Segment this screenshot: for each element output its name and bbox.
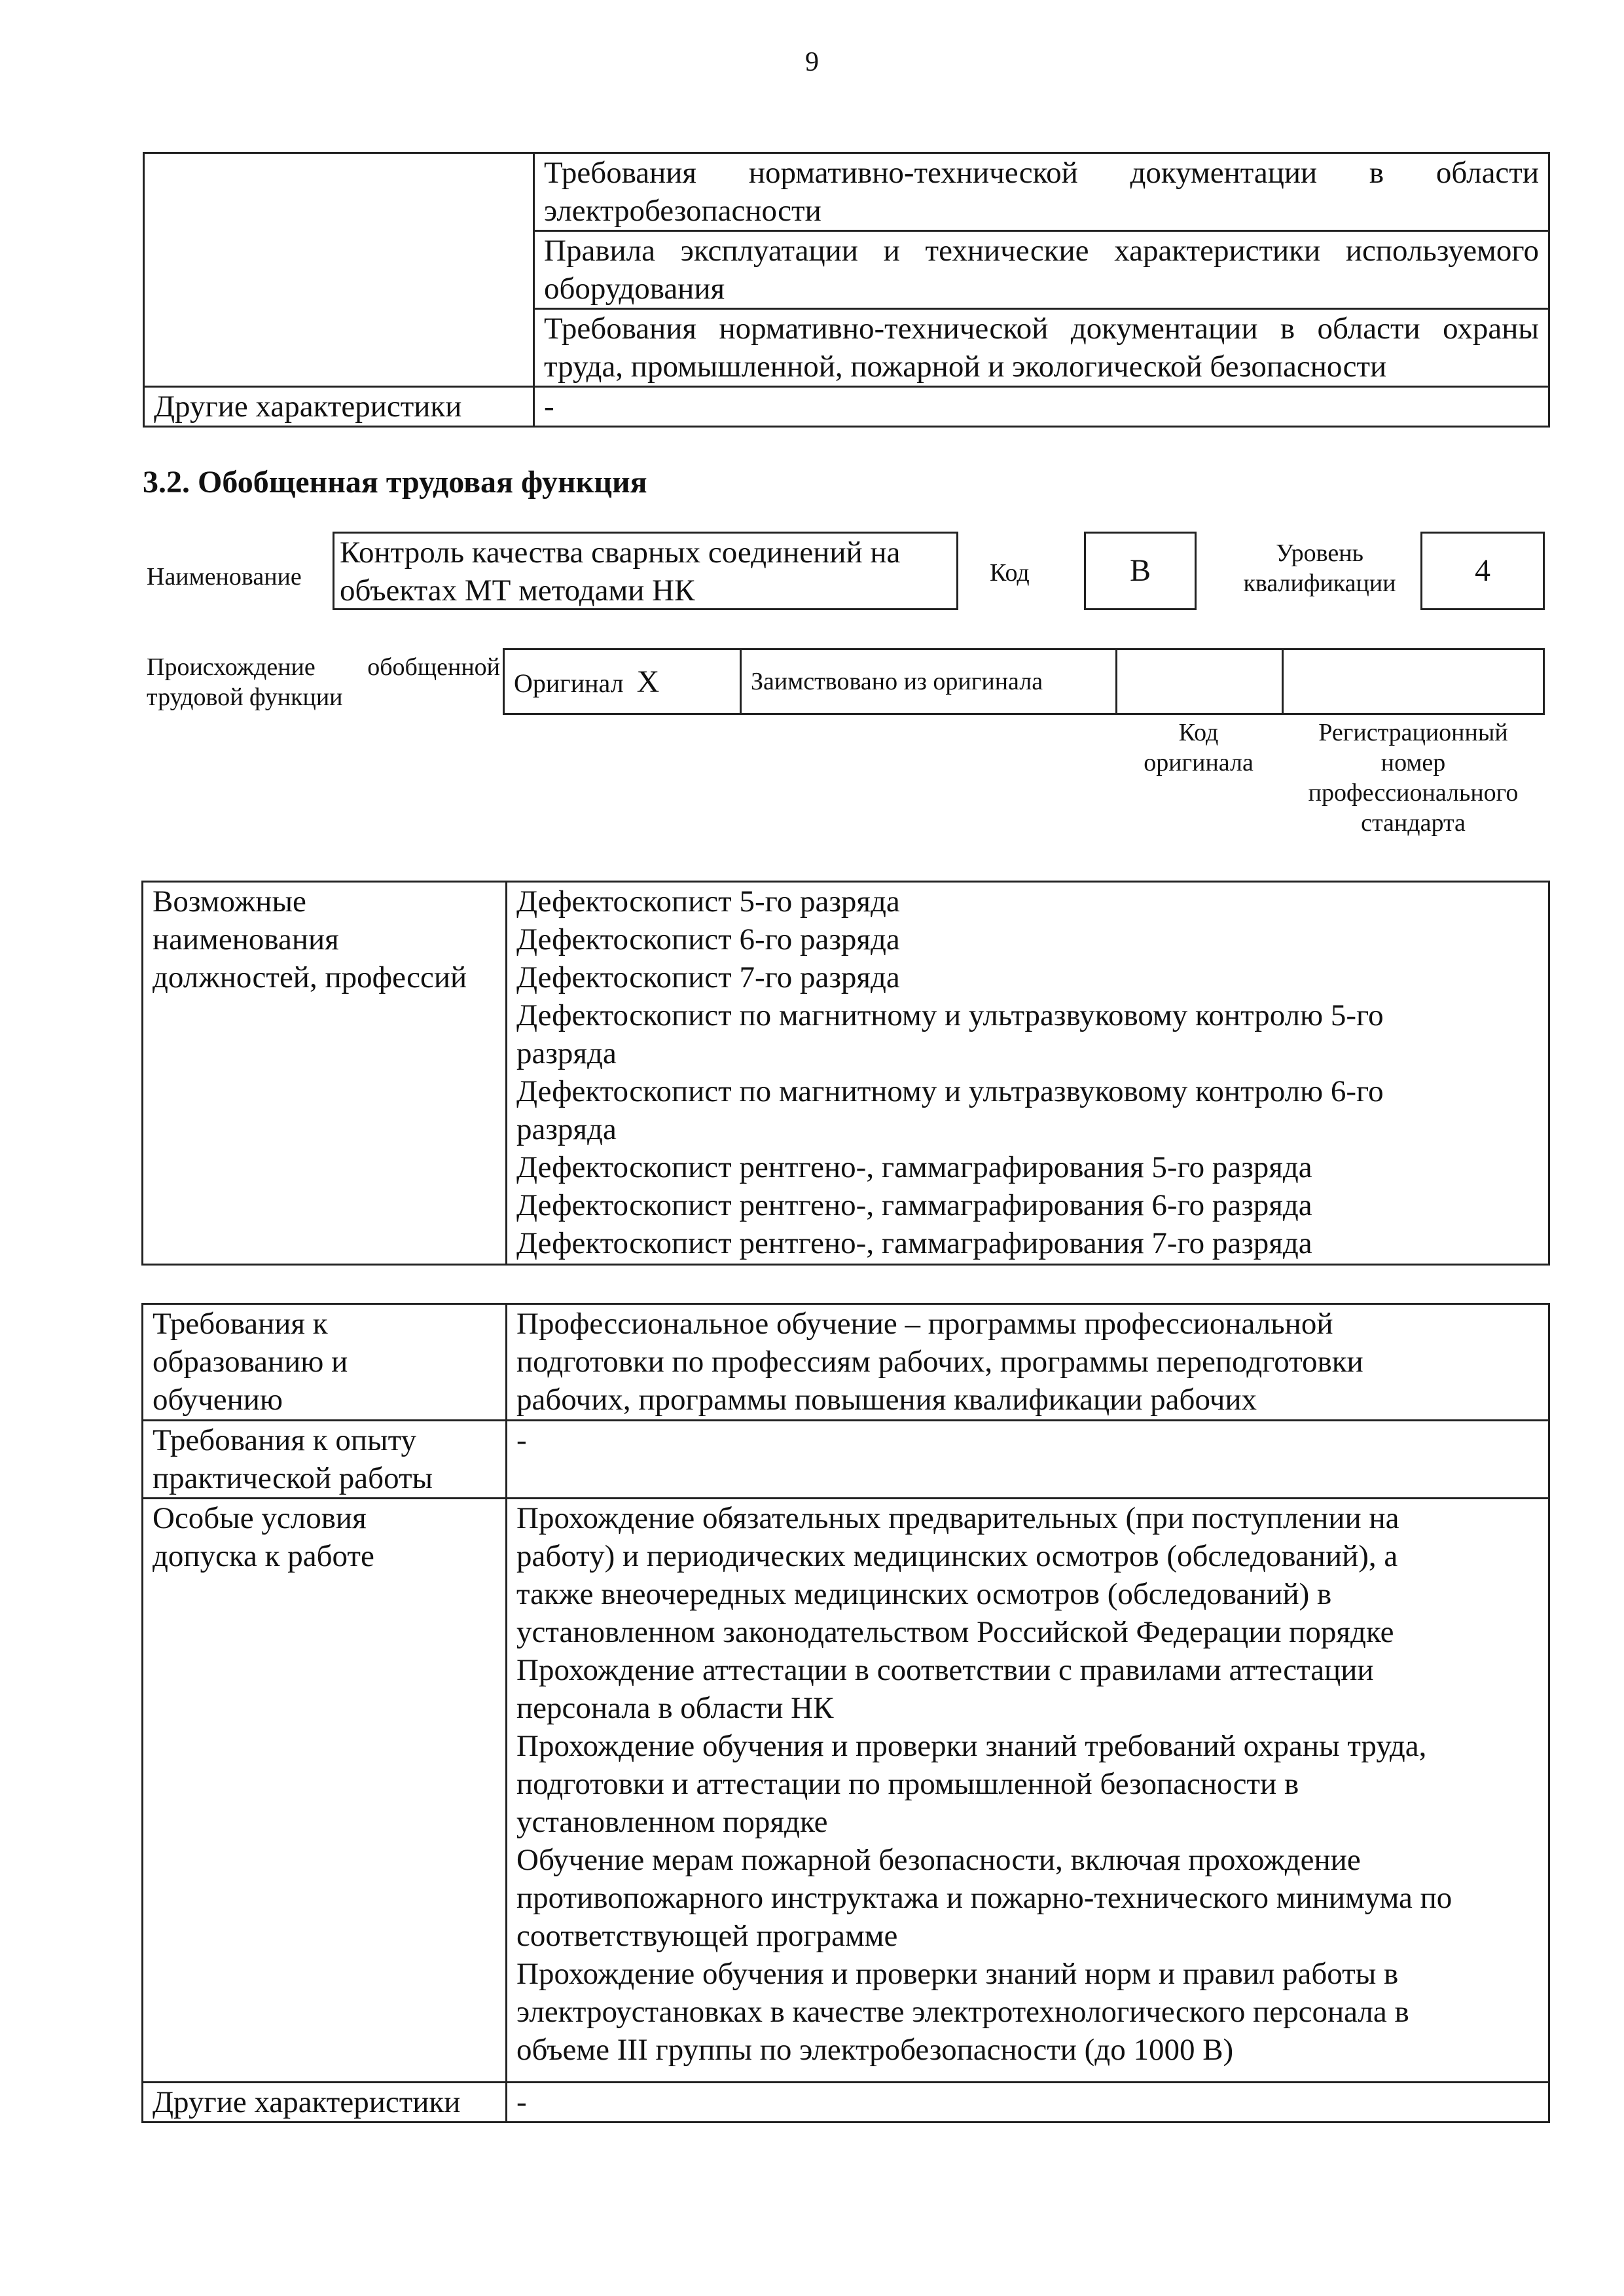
position-item: Дефектоскопист 5-го разряда (516, 884, 900, 919)
origin-table (503, 648, 1545, 715)
conditions-value-line: Прохождение обучения и проверки знаний требований охраны труда, (516, 1729, 1427, 1763)
other-value: - (507, 2083, 1549, 2123)
top-other-label: Другие характеристики (144, 387, 534, 427)
education-value-line: Профессиональное обучение – программы профессиональной (516, 1307, 1333, 1341)
name-label: Наименование (147, 563, 302, 591)
top-table-row-2 (534, 231, 1549, 309)
education-value-line: подготовки по профессиям рабочих, программы переподготовки (516, 1345, 1363, 1379)
position-item: Дефектоскопист рентгено-, гаммаграфирования 6-го разряда (516, 1188, 1312, 1222)
origin-label (147, 652, 500, 712)
positions-list (507, 882, 1549, 1265)
positions-label-line-1: Возможные (153, 884, 306, 919)
code-caption (1115, 718, 1282, 778)
requirements-table (141, 1303, 1550, 2123)
conditions-value-line: Прохождение обучения и проверки знаний норм и правил работы в (516, 1957, 1399, 1991)
conditions-value-line: электроустановках в качестве электротехнологического персонала в (516, 1995, 1409, 2029)
conditions-label (143, 1499, 507, 2083)
code-label: Код (990, 559, 1030, 587)
conditions-value-line: объеме III группы по электробезопасности (до 1000 В) (516, 2033, 1234, 2067)
conditions-value-line: также внеочередных медицинских осмотров (обследований) в (516, 1577, 1332, 1611)
position-item: разряда (516, 1036, 617, 1070)
top-table-empty-cell (144, 153, 534, 387)
position-item: Дефектоскопист рентгено-, гаммаграфирования 5-го разряда (516, 1150, 1312, 1184)
conditions-value-line: Прохождение обязательных предварительных (при поступлении на (516, 1501, 1399, 1535)
top-row-3-line-2: труда, промышленной, пожарной и экологической безопасности (544, 350, 1387, 384)
top-table-row-3 (534, 309, 1549, 387)
conditions-value-line: Обучение мерам пожарной безопасности, включая прохождение (516, 1843, 1361, 1877)
top-row-2-line-1: Правила эксплуатации и технические характеристики используемого (544, 234, 1539, 268)
top-row-3-line-1: Требования нормативно-технической документации в области охраны (544, 312, 1539, 346)
function-name-line-1: Контроль качества сварных соединений на (340, 536, 901, 570)
original-label: Оригинал (514, 668, 624, 698)
experience-value: - (507, 1421, 1549, 1499)
other-label: Другие характеристики (143, 2083, 507, 2123)
section-title: 3.2. Обобщенная трудовая функция (143, 465, 647, 500)
conditions-value-line: подготовки и аттестации по промышленной безопасности в (516, 1767, 1299, 1801)
level-label (1221, 538, 1418, 598)
position-item: Дефектоскопист по магнитному и ультразвуковому контролю 6-го (516, 1074, 1384, 1108)
position-item: Дефектоскопист рентгено-, гаммаграфирования 7-го разряда (516, 1226, 1312, 1260)
education-value (507, 1304, 1549, 1421)
education-label (143, 1304, 507, 1421)
conditions-value-line: установленном порядке (516, 1805, 828, 1839)
reg-caption-line-2: номер (1380, 749, 1446, 776)
function-name-box (333, 532, 958, 610)
original-code-cell (1117, 649, 1283, 714)
conditions-value-line: противопожарного инструктажа и пожарно-технического минимума по (516, 1881, 1453, 1915)
education-label-line-2: образованию и (153, 1345, 348, 1379)
positions-label-line-3: должностей, профессий (153, 960, 467, 994)
experience-label-line-2: практической работы (153, 1461, 433, 1495)
borrowed-cell: Заимствовано из оригинала (741, 649, 1117, 714)
page-number: 9 (805, 47, 819, 77)
code-caption-line-2: оригинала (1144, 749, 1254, 776)
conditions-value-line: работу) и периодических медицинских осмотров (обследований), а (516, 1539, 1398, 1573)
position-item: Дефектоскопист по магнитному и ультразвуковому контролю 5-го (516, 998, 1384, 1032)
reg-number-cell (1283, 649, 1544, 714)
conditions-value-line: соответствующей программе (516, 1919, 898, 1953)
position-item: Дефектоскопист 6-го разряда (516, 922, 900, 957)
education-label-line-3: обучению (153, 1383, 283, 1417)
top-table (143, 152, 1550, 428)
position-item: Дефектоскопист 7-го разряда (516, 960, 900, 994)
original-mark: X (636, 664, 660, 699)
experience-label-line-1: Требования к опыту (153, 1423, 417, 1457)
original-cell (504, 649, 741, 714)
top-other-value: - (534, 387, 1549, 427)
conditions-label-line-1: Особые условия (153, 1501, 367, 1535)
reg-caption-line-4: стандарта (1361, 809, 1466, 837)
reg-caption-line-3: профессионального (1308, 779, 1519, 807)
conditions-value (507, 1499, 1549, 2083)
positions-table (141, 881, 1550, 1266)
code-value-box: B (1084, 532, 1197, 610)
reg-caption-line-1: Регистрационный (1318, 719, 1508, 746)
conditions-value-line: персонала в области НК (516, 1691, 834, 1725)
top-table-row-1 (534, 153, 1549, 231)
education-label-line-1: Требования к (153, 1307, 328, 1341)
position-item: разряда (516, 1112, 617, 1146)
conditions-value-line: установленном законодательством Российской Федерации порядке (516, 1615, 1394, 1649)
code-caption-line-1: Код (1178, 719, 1219, 746)
level-label-line-1: Уровень (1276, 539, 1363, 567)
level-value-box: 4 (1420, 532, 1545, 610)
top-row-1-line-2: электробезопасности (544, 194, 821, 228)
conditions-value-line: Прохождение аттестации в соответствии с правилами аттестации (516, 1653, 1374, 1687)
level-label-line-2: квалификации (1243, 570, 1396, 597)
positions-label (143, 882, 507, 1265)
education-value-line: рабочих, программы повышения квалификации рабочих (516, 1383, 1257, 1417)
origin-label-line-2: трудовой функции (147, 683, 343, 711)
positions-label-line-2: наименования (153, 922, 339, 957)
conditions-label-line-2: допуска к работе (153, 1539, 374, 1573)
top-row-2-line-2: оборудования (544, 272, 725, 306)
origin-label-line-1: Происхождение обобщенной (147, 653, 500, 681)
experience-label (143, 1421, 507, 1499)
function-name-line-2: объектах МТ методами НК (340, 574, 695, 608)
top-row-1-line-1: Требования нормативно-технической документации в области (544, 156, 1539, 190)
reg-caption (1282, 718, 1545, 838)
